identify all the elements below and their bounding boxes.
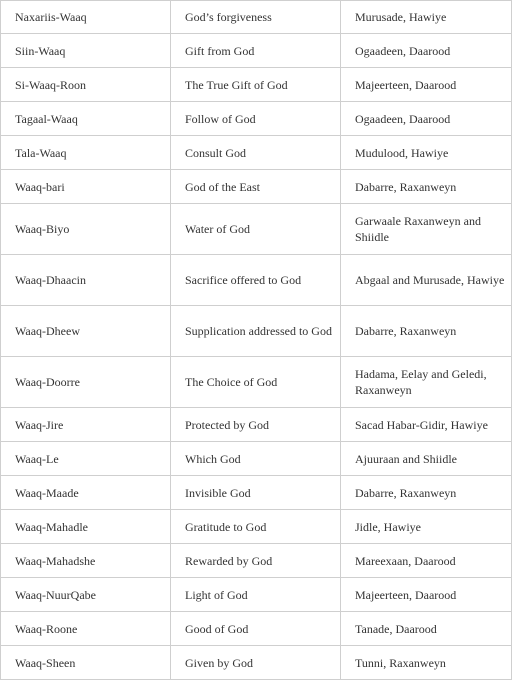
cell-meaning: Supplication addressed to God [171,306,341,357]
cell-meaning: Which God [171,442,341,476]
cell-meaning: God of the East [171,170,341,204]
cell-meaning: Protected by God [171,408,341,442]
cell-name: Waaq-Dheew [1,306,171,357]
table-row [1,510,512,544]
cell-meaning: Gift from God [171,34,341,68]
cell-name: Waaq-Mahadle [1,510,171,544]
cell-meaning: Given by God [171,646,341,680]
table-row [1,306,512,357]
cell-meaning: Gratitude to God [171,510,341,544]
cell-clan: Tunni, Raxanweyn [341,646,512,680]
cell-clan: Ajuuraan and Shiidle [341,442,512,476]
cell-clan: Tanade, Daarood [341,612,512,646]
cell-meaning: Sacrifice offered to God [171,255,341,306]
cell-clan: Majeerteen, Daarood [341,578,512,612]
cell-name: Waaq-Mahadshe [1,544,171,578]
cell-meaning: Rewarded by God [171,544,341,578]
table-row [1,612,512,646]
cell-clan: Dabarre, Raxanweyn [341,170,512,204]
cell-meaning: Water of God [171,204,341,255]
cell-meaning: Consult God [171,136,341,170]
cell-name: Tagaal-Waaq [1,102,171,136]
cell-name: Waaq-Doorre [1,357,171,408]
table-row [1,102,512,136]
cell-name: Waaq-bari [1,170,171,204]
table-row [1,544,512,578]
table-row [1,204,512,255]
table-row [1,476,512,510]
cell-meaning: The Choice of God [171,357,341,408]
cell-meaning: Light of God [171,578,341,612]
table-row [1,1,512,34]
cell-name: Waaq-Roone [1,612,171,646]
cell-name: Naxariis-Waaq [1,1,171,34]
table-row [1,646,512,680]
cell-clan: Mareexaan, Daarood [341,544,512,578]
cell-meaning: The True Gift of God [171,68,341,102]
table-row [1,170,512,204]
cell-name: Si-Waaq-Roon [1,68,171,102]
cell-name: Waaq-Jire [1,408,171,442]
cell-meaning: Invisible God [171,476,341,510]
cell-name: Siin-Waaq [1,34,171,68]
table-row [1,255,512,306]
cell-clan: Ogaadeen, Daarood [341,102,512,136]
cell-clan: Murusade, Hawiye [341,1,512,34]
cell-name: Waaq-Dhaacin [1,255,171,306]
cell-meaning: Good of God [171,612,341,646]
cell-clan: Jidle, Hawiye [341,510,512,544]
table-row [1,408,512,442]
cell-clan: Sacad Habar-Gidir, Hawiye [341,408,512,442]
cell-clan: Ogaadeen, Daarood [341,34,512,68]
cell-clan: Dabarre, Raxanweyn [341,476,512,510]
cell-name: Waaq-NuurQabe [1,578,171,612]
cell-name: Waaq-Le [1,442,171,476]
table-row [1,578,512,612]
cell-clan: Garwaale Raxanweyn and Shiidle [341,204,512,255]
cell-name: Tala-Waaq [1,136,171,170]
cell-clan: Abgaal and Murusade, Hawiye [341,255,512,306]
cell-name: Waaq-Biyo [1,204,171,255]
table-row [1,68,512,102]
cell-clan: Majeerteen, Daarood [341,68,512,102]
table-row [1,442,512,476]
cell-clan: Mudulood, Hawiye [341,136,512,170]
cell-name: Waaq-Maade [1,476,171,510]
table-row [1,136,512,170]
cell-meaning: God’s forgiveness [171,1,341,34]
cell-clan: Dabarre, Raxanweyn [341,306,512,357]
cell-meaning: Follow of God [171,102,341,136]
table-row [1,34,512,68]
table-row [1,357,512,408]
cell-clan: Hadama, Eelay and Geledi, Raxanweyn [341,357,512,408]
cell-name: Waaq-Sheen [1,646,171,680]
